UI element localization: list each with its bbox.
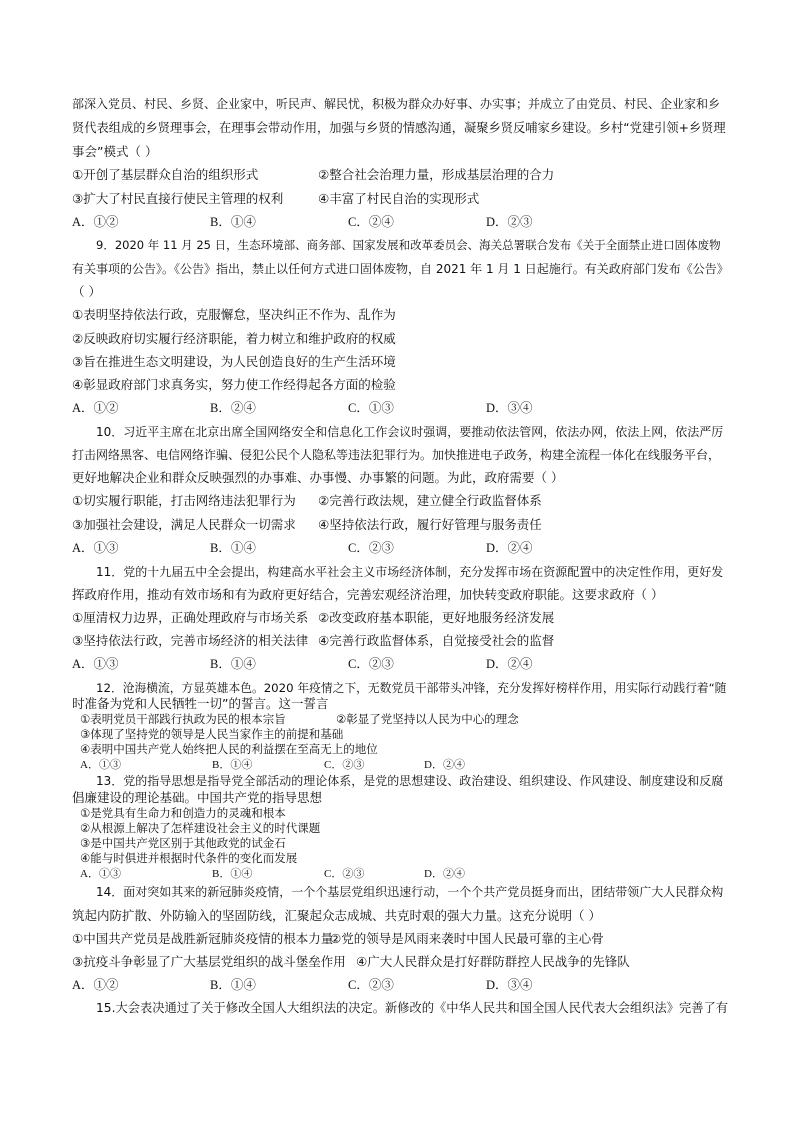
q8-statement-1: ①开创了基层群众自治的组织形式 [72,167,259,182]
q9-statement-3: ③旨在推进生态文明建设，为人民创造良好的生产生活环境 [72,354,396,369]
q13-statement-4: ④能与时俱进并根据时代条件的变化而发展 [80,851,298,865]
q9-stem-line-2: 有关事项的公告》。《公告》指出，禁止以任何方式进口固体废物，自 2021 年 1 月 1 日起施行。有关政府部门发布《公告》 [72,262,729,276]
q10-choice-a: A．①③ [72,541,119,555]
q14-stem-line-1: 14．面对突如其来的新冠肺炎疫情，一个个基层党组织迅速行动，一个个共产党员挺身而出，团结带领广大人民群众构 [96,885,724,899]
q8-stem-line-3: 事会”模式（ ） [72,144,158,159]
q9-choice-b: B．②④ [210,401,256,415]
q11-statement-2: ②改变政府基本职能，更好地服务经济发展 [318,610,555,625]
q8-statement-3: ③扩大了村民直接行使民主管理的权利 [72,191,284,206]
q10-statement-4: ④坚持依法行政，履行好管理与服务责任 [318,517,542,532]
q12-statement-4: ④表明中国共产党人始终把人民的利益摆在至高无上的地位 [80,742,378,756]
q14-statement-2: ②党的领导是风雨来袭时中国人民最可靠的主心骨 [330,931,604,946]
q9-choice-c: C．①③ [348,401,394,415]
q14-choice-a: A．①② [72,978,119,992]
q12-choice-a: A．①③ [80,759,121,771]
q13-choice-d: D．②④ [424,868,465,880]
q10-choice-d: D．②④ [486,541,533,555]
q9-choice-a: A．①② [72,401,119,415]
q11-choice-d: D．②④ [486,657,533,671]
q11-statement-1: ①厘清权力边界，正确处理政府与市场关系 [72,610,309,625]
q8-statement-4: ④丰富了村民自治的实现形式 [318,191,480,206]
q13-choice-b: B．①④ [212,868,253,880]
q13-statement-1: ①是党具有生命力和创造力的灵魂和根本 [80,806,286,820]
q10-statement-3: ③加强社会建设，满足人民群众一切需求 [72,517,296,532]
q11-stem-line-2: 挥政府作用，推动有效市场和有为政府更好结合，完善宏观经济治理，加快转变政府职能。这要求政府（ ） [72,587,664,602]
q9-choice-d: D．③④ [486,401,533,415]
q10-stem-line-2: 打击网络黑客、电信网络诈骗、侵犯公民个人隐私等违法犯罪行为。加快推进电子政务，构建全流程一体化在线服务平台， [72,448,721,462]
q11-statement-4: ④完善行政监督体系，自觉接受社会的监督 [318,633,555,648]
q12-stem-line-1: 12．沧海横流，方显英雄本色。2020 年疫情之下，无数党员干部带头冲锋，充分发挥好榜样作用，用实际行动践行着“随 [96,681,727,695]
q10-choice-b: B．①④ [210,541,256,555]
q8-stem-line-1: 部深入党员、村民、乡贤、企业家中，听民声、解民忧，积极为群众办好事、办实事；并成立了由党员、村民、企业家和乡 [72,97,721,111]
q10-stem-line-3: 更好地解决企业和群众反映强烈的办事难、办事慢、办事繁的问题。为此，政府需要（ ） [72,470,564,485]
q8-statement-2: ②整合社会治理力量，形成基层治理的合力 [318,167,555,182]
q9-statement-2: ②反映政府切实履行经济职能，着力树立和维护政府的权威 [72,331,396,346]
q13-stem-line-1: 13．党的指导思想是指导党全部活动的理论体系，是党的思想建设、政治建设、组织建设、作风建设、制度建设和反腐 [96,774,724,788]
q14-statement-4: ④广大人民群众是打好群防群控人民战争的先锋队 [356,954,630,969]
q8-choice-b: B．①④ [210,215,256,229]
q9-statement-1: ①表明坚持依法行政，克服懈怠，坚决纠正不作为、乱作为 [72,307,396,322]
q10-choice-c: C．②③ [348,541,394,555]
q13-statement-3: ③是中国共产党区别于其他政党的试金石 [80,836,286,850]
q12-choice-d: D．②④ [424,759,465,771]
q11-choice-a: A．①③ [72,657,119,671]
q12-choice-b: B．①④ [212,759,253,771]
q10-statement-1: ①切实履行职能，打击网络违法犯罪行为 [72,493,296,508]
q13-statement-2: ②从根源上解决了怎样建设社会主义的时代课题 [80,821,321,835]
q11-choice-c: C．②③ [348,657,394,671]
q9-stem-line-3: （ ） [72,284,101,299]
q8-stem-line-2: 贤代表组成的乡贤理事会，在理事会带动作用，加强与乡贤的情感沟通，凝聚乡贤反哺家乡建设。乡村“党建引领+乡贤理 [72,121,726,135]
q13-choice-c: C．②③ [324,868,365,880]
q14-statement-3: ③抗疫斗争彰显了广大基层党组织的战斗堡垒作用 [72,954,346,969]
q8-choice-d: D．②③ [486,215,533,229]
q12-statement-2: ②彰显了党坚持以人民为中心的理念 [336,712,519,726]
q12-stem-line-2: 时准备为党和人民牺牲一切”的誓言。这一誓言 [72,696,329,711]
q14-statement-1: ①中国共产党员是战胜新冠肺炎疫情的根本力量 [72,931,334,946]
q8-choice-c: C．②④ [348,215,394,229]
q10-stem-line-1: 10．习近平主席在北京出席全国网络安全和信息化工作会议时强调，要推动依法管网，依法办网，依法上网，依法严厉 [96,425,724,439]
q13-choice-a: A．①③ [80,868,121,880]
q11-choice-b: B．①④ [210,657,256,671]
q13-stem-line-2: 倡廉建设的理论基础。中国共产党的指导思想 [72,790,323,805]
q11-statement-3: ③坚持依法行政，完善市场经济的相关法律 [72,633,309,648]
q8-choice-a: A．①② [72,215,119,229]
q12-choice-c: C．②③ [324,759,365,771]
q10-statement-2: ②完善行政法规，建立健全行政监督体系 [318,493,542,508]
q11-stem-line-1: 11．党的十九届五中全会提出，构建高水平社会主义市场经济体制，充分发挥市场在资源配置中的决定性作用，更好发 [96,565,724,579]
q12-statement-3: ③体现了坚持党的领导是人民当家作主的前提和基础 [80,727,344,741]
q15-stem-line-1: 15.大会表决通过了关于修改全国人大组织法的决定。新修改的《中华人民共和国全国人民代表大会组织法》完善了有 [96,1001,728,1015]
q9-statement-4: ④彰显政府部门求真务实，努力使工作经得起各方面的检验 [72,377,396,392]
q14-choice-d: D．③④ [486,978,533,992]
q9-stem-line-1: 9．2020 年 11 月 25 日，生态环境部、商务部、国家发展和改革委员会、海关总署联合发布《关于全面禁止进口固体废物 [96,238,721,252]
q14-choice-b: B．①④ [210,978,256,992]
q14-stem-line-2: 筑起内防扩散、外防输入的坚固防线，汇聚起众志成城、共克时艰的强大力量。这充分说明（ ） [72,908,601,923]
q14-choice-c: C．②③ [348,978,394,992]
q12-statement-1: ①表明党员干部践行执政为民的根本宗旨 [80,712,286,726]
